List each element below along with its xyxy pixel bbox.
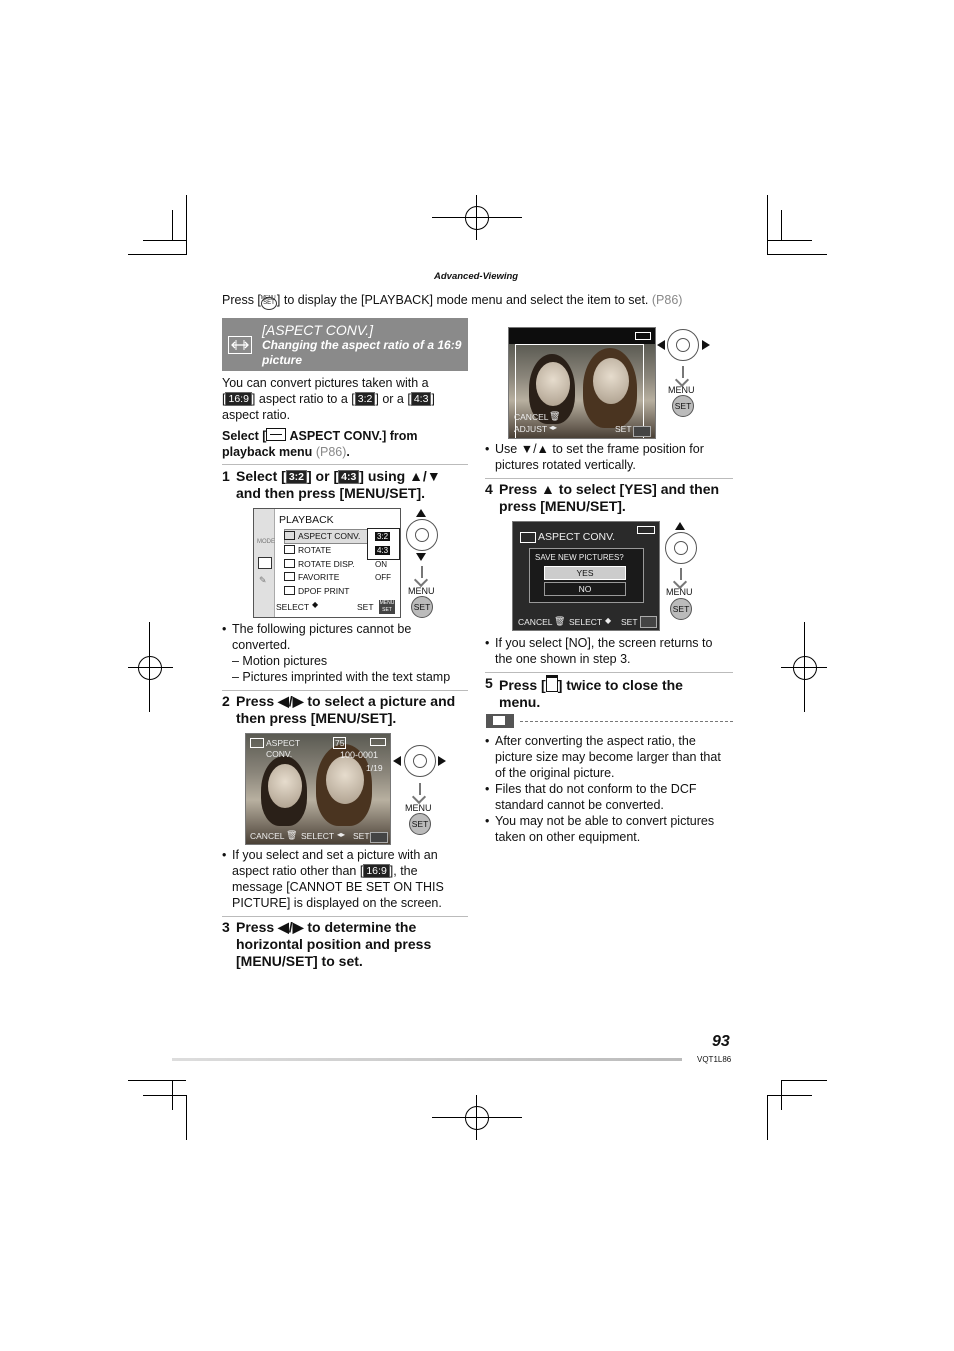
note-line-4: PICTURE] is displayed on the screen. [232, 896, 442, 910]
text: ASPECT CONV.] from [289, 429, 418, 443]
text: ] or [ [307, 468, 339, 484]
set-button[interactable]: SET [409, 813, 431, 835]
menu-item[interactable] [284, 545, 331, 555]
step-5 [485, 675, 733, 711]
step-text [236, 919, 468, 970]
step-number: 3 [222, 919, 230, 935]
note-item: • After converting the aspect ratio, the picture size may become larger than that of the original picture. [485, 733, 725, 781]
aspect-conv-icon [266, 428, 286, 441]
adjust-adjust: ADJUST [514, 424, 548, 434]
flow-arrow-icon [682, 366, 684, 378]
pic-label-2: CONV. [266, 749, 293, 759]
title-box [222, 318, 468, 371]
text: Press ◀/▶ to determine the [236, 919, 417, 935]
pic-set: SET [353, 831, 370, 841]
note-other-aspect [222, 847, 468, 911]
menu-set-badge [379, 600, 395, 614]
menu-label: MENU [405, 803, 432, 813]
intro-pre: Press [ [222, 293, 261, 307]
face-right [326, 756, 364, 804]
chip-32: 3:2 [355, 392, 376, 406]
chip-43: 4:3 [338, 470, 359, 484]
text: Press ▲ to select [YES] and then [499, 481, 720, 497]
menu-footer-set: SET [357, 602, 374, 612]
note-line-1: • If you select and set a picture with an [222, 847, 468, 863]
step-text [236, 693, 468, 727]
set-button[interactable]: SET [670, 598, 692, 620]
menu-item-value: 3:2 [377, 532, 389, 541]
set-badge [370, 832, 388, 843]
yes-option[interactable]: YES [544, 566, 626, 580]
no-option[interactable]: NO [544, 582, 626, 596]
adjust-cancel: CANCEL [514, 412, 549, 422]
menu-item-icon [284, 586, 295, 595]
chip-169: 16:9 [363, 864, 389, 878]
note-item: • You may not be able to convert pictures taken on other equipment. [485, 813, 725, 845]
leftright-icon: ◂▸ [549, 423, 558, 432]
text: Select [ [222, 429, 267, 443]
intro-line-1: You can convert pictures taken with a [222, 376, 429, 390]
notes-list [485, 733, 725, 845]
menu-title: PLAYBACK [279, 514, 334, 526]
leftright-icon: ◂▸ [337, 830, 346, 839]
text: [MENU/SET] to set. [236, 953, 363, 969]
menu-footer-select: SELECT [276, 602, 310, 612]
aspect-conv-icon [250, 738, 264, 748]
divider [222, 690, 468, 691]
dpad-icon[interactable] [667, 329, 699, 361]
set-button[interactable]: SET [411, 596, 433, 618]
text: menu. [499, 694, 541, 710]
menu-item-label: ASPECT CONV. [298, 531, 361, 541]
menu-item-label: FAVORITE [298, 572, 340, 582]
text: ], the [389, 864, 418, 878]
text: press [MENU/SET]. [499, 498, 626, 514]
menu-item-icon [284, 545, 295, 554]
intro-paragraph [222, 375, 468, 423]
menu-item[interactable] [284, 586, 349, 596]
set-badge [633, 426, 651, 437]
menu-label: MENU [666, 587, 693, 597]
step-number: 5 [485, 675, 493, 691]
intro-line-3: aspect ratio. [222, 408, 291, 422]
divider [222, 464, 468, 465]
page-number: 93 [712, 1033, 730, 1050]
select-ref[interactable]: (P86) [315, 445, 347, 459]
step-1 [222, 468, 468, 502]
menu-set-icon [261, 292, 277, 308]
menu-item-label: DPOF PRINT [298, 586, 350, 596]
arrows-icon [229, 337, 251, 353]
step-number: 2 [222, 693, 230, 709]
step-2 [222, 693, 468, 727]
aspect-conv-icon [520, 532, 536, 543]
text: Press ◀/▶ to select a picture and [236, 693, 456, 709]
note-text: • The following pictures cannot be converted. [222, 621, 432, 653]
flow-arrow-icon [419, 783, 421, 795]
menu-text: MENU [260, 295, 276, 301]
text: ] [431, 392, 435, 406]
menu-item-icon [284, 559, 295, 568]
menu-item[interactable] [284, 572, 339, 582]
badge-set: SET [382, 607, 392, 613]
chip-32: 3:2 [286, 470, 307, 484]
right-arrow-icon [438, 756, 446, 766]
trash-icon: 🗑 [549, 411, 561, 421]
menu-label: MENU [668, 385, 695, 395]
menu-item-value: 4:3 [377, 546, 389, 555]
confirm-question: SAVE NEW PICTURES? [535, 553, 624, 562]
menu-item-value: OFF [375, 573, 391, 582]
intro-line [222, 292, 722, 308]
text: [ [222, 392, 226, 406]
select-line-1 [222, 428, 468, 444]
battery-icon [370, 738, 386, 746]
pic-count: 1/19 [366, 763, 383, 773]
face-left [268, 764, 302, 808]
battery-icon [637, 526, 655, 534]
menu-item-icon [284, 531, 295, 540]
divider [485, 672, 733, 673]
aspect-conv-icon [228, 336, 252, 354]
menu-screen [253, 508, 401, 618]
right-arrow-icon [702, 340, 710, 350]
step-4 [485, 481, 733, 515]
trash-icon: 🗑 [286, 830, 298, 840]
step-number: 1 [222, 468, 230, 484]
text: and then press [MENU/SET]. [236, 485, 426, 501]
up-arrow-icon [416, 509, 426, 517]
confirm-screen [512, 521, 660, 631]
note-dashed-line [520, 721, 733, 722]
title-subtitle: Changing the aspect ratio of a 16:9 picture [262, 338, 462, 367]
step-text [236, 468, 468, 502]
select-line-2: playback menu (P86). [222, 445, 350, 459]
text: Press [ [499, 677, 546, 693]
mode-tab: MODE [257, 539, 275, 545]
badge-menu: MENU [379, 600, 395, 606]
trash-icon [546, 675, 558, 692]
chip-169: 16:9 [225, 392, 251, 406]
updown-icon: ◆ [605, 616, 612, 625]
flow-arrow-icon [680, 568, 682, 580]
confirm-select: SELECT [569, 617, 603, 627]
set-badge [640, 616, 657, 628]
adjust-set: SET [615, 424, 632, 434]
menu-label: MENU [408, 586, 435, 596]
dpad-icon[interactable] [404, 745, 436, 777]
flow-arrow-icon [421, 566, 423, 578]
note-line-2: pictures rotated vertically. [495, 458, 636, 472]
note-vertical [485, 441, 733, 473]
step-3 [222, 919, 468, 970]
down-arrow-icon [416, 553, 426, 561]
note-item-motion: – Motion pictures [232, 654, 328, 668]
note-icon [486, 714, 514, 728]
battery-icon [635, 332, 651, 340]
picture-screen [245, 733, 391, 845]
dpad-icon[interactable] [406, 519, 438, 551]
title-text: [ASPECT CONV.] [262, 322, 373, 338]
note-line-3: message [CANNOT BE SET ON THIS [232, 880, 444, 894]
note-line-2 [222, 863, 468, 879]
menu-item-label: ROTATE [298, 545, 332, 555]
step-number: 4 [485, 481, 493, 497]
text: Select [ [236, 468, 286, 484]
pic-label-1: ASPECT [266, 738, 301, 748]
chip-43: 4:3 [411, 392, 432, 406]
updown-icon: ◆ [312, 600, 319, 609]
text: playback menu [222, 445, 313, 459]
step-text [499, 481, 733, 515]
up-arrow-icon [675, 522, 685, 530]
pic-cancel: CANCEL [250, 831, 285, 841]
set-button[interactable]: SET [672, 395, 694, 417]
adjust-screen [508, 327, 656, 439]
dpad-icon[interactable] [665, 532, 697, 564]
divider [222, 916, 468, 917]
confirm-set: SET [621, 617, 638, 627]
text: then press [MENU/SET]. [236, 710, 397, 726]
setup-tab-icon: ✎ [259, 575, 267, 585]
pic-file: 100-0001 [340, 750, 379, 760]
note-line-2: the one shown in step 3. [495, 652, 631, 666]
menu-item[interactable] [284, 559, 355, 569]
page-code: VQT1L86 [697, 1055, 732, 1064]
confirm-title: ASPECT CONV. [538, 531, 616, 543]
note-item-stamp: – Pictures imprinted with the text stamp [232, 670, 451, 684]
footer-bar [172, 1058, 682, 1061]
text: ] twice to close the [557, 677, 683, 693]
intro-line-2 [222, 391, 468, 407]
trash-icon: 🗑 [554, 616, 566, 626]
pic-select: SELECT [301, 831, 335, 841]
note-no [485, 635, 733, 667]
menu-item-icon [284, 572, 295, 581]
left-arrow-icon [657, 340, 665, 350]
menu-item-label: ROTATE DISP. [298, 559, 355, 569]
note-item: • Files that do not conform to the DCF standard cannot be converted. [485, 781, 725, 813]
divider [485, 478, 733, 479]
text: ] aspect ratio to a [ [251, 392, 355, 406]
confirm-cancel: CANCEL [518, 617, 553, 627]
intro-ref[interactable]: (P86) [651, 293, 683, 307]
text: ] or a [ [375, 392, 411, 406]
note-line-1: • Use ▼/▲ to set the frame position for [485, 441, 733, 457]
step-text [499, 675, 733, 711]
note-line-1: • If you select [NO], the screen returns to [485, 635, 733, 651]
menu-item[interactable] [284, 531, 360, 541]
text: aspect ratio other than [ [232, 864, 364, 878]
section-header: Advanced-Viewing [434, 271, 519, 282]
select-instruction [222, 428, 468, 460]
menu-item-value: ON [375, 560, 387, 569]
text: horizontal position and press [236, 936, 432, 952]
pic-counter: 75 [335, 738, 345, 748]
note-cannot-convert [222, 621, 468, 685]
playback-tab-icon [258, 557, 272, 569]
intro-post: ] to display the [PLAYBACK] mode menu and select the item to set. [276, 293, 649, 307]
text: ] using ▲/▼ [359, 468, 441, 484]
left-arrow-icon [393, 756, 401, 766]
set-text: SET [261, 297, 277, 310]
